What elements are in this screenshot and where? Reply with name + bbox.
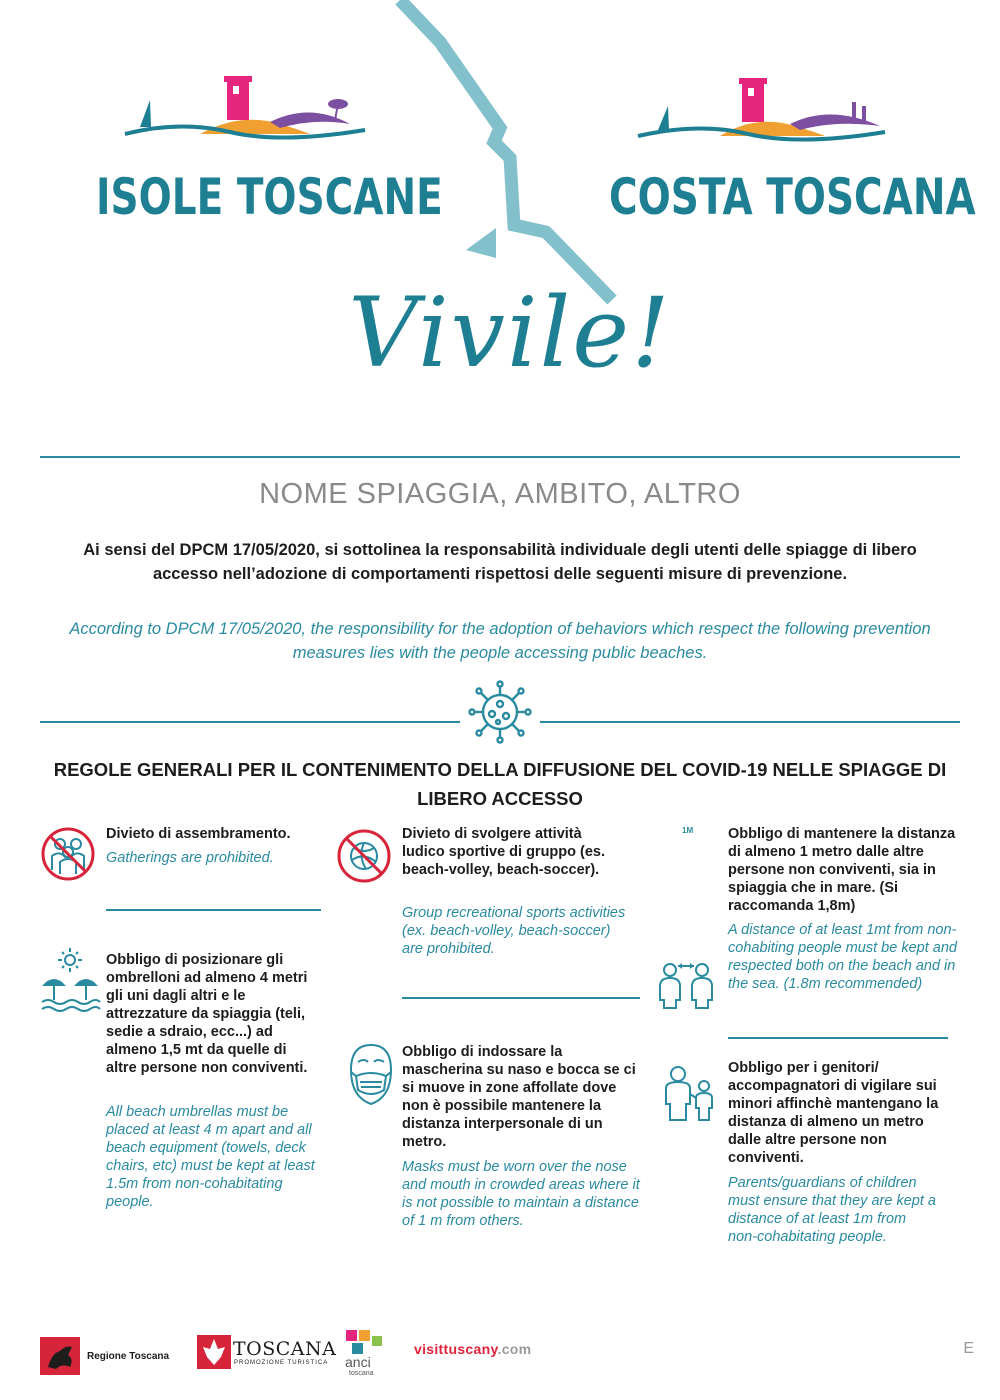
rule-separator: [106, 909, 321, 911]
divider-virus-right: [540, 721, 960, 723]
rule-2-italian: Obbligo di posizionare gli ombrelloni ad almeno 4 metri gli uni dagli altri e le attrezzature da spiaggia (teli, sedie a sdraio, ecc...) ad almeno 1,5 mt da quelle di altre persone non conviventi.: [106, 952, 308, 1076]
no-gathering-icon: [40, 826, 96, 882]
intro-english: According to DPCM 17/05/2020, the responsibility for the adoption of behaviors which respect the following prevention measures lies with the people accessing public beaches.: [69, 620, 931, 662]
rule-3-english: Group recreational sports activities (ex. beach-volley, beach-soccer) are prohibited.: [402, 905, 626, 957]
anci-label: anci: [345, 1354, 371, 1370]
rule-6-english: Parents/guardians of children must ensure that they are kept a distance of at least 1m from non-cohabitating people.: [728, 1175, 936, 1245]
distance-tag: 1M: [682, 826, 694, 835]
rule-2-english: All beach umbrellas must be placed at least 4 m apart and all beach equipment (towels, deck chairs, etc) must be kept at least 1.5m from non-cohabitating people.: [106, 1104, 315, 1210]
isole-toscane-title: ISOLE TOSCANE: [96, 168, 443, 226]
rule-5-italian: Obbligo di mantenere la distanza di almeno 1 metro dalle altre persone non conviventi, sia in spiaggia che in mare. (Si raccomanda 1,8m): [728, 826, 956, 914]
intro-italian: Ai sensi del DPCM 17/05/2020, si sottolinea la responsabilità individuale degli utenti delle spiagge di libero accesso nell’adozione di comportamenti rispettosi delle seguenti misure di prevenzione.: [83, 541, 917, 583]
rule-1-english: Gatherings are prohibited.: [106, 850, 274, 866]
parent-child-icon: [660, 1064, 720, 1124]
regione-toscana-label: Regione Toscana: [87, 1351, 170, 1362]
costa-toscana-title: COSTA TOSCANA: [609, 168, 976, 226]
rule-4-english: Masks must be worn over the nose and mouth in crowded areas where it is not possible to maintain a distance of 1 m from others.: [402, 1159, 640, 1229]
visittuscany-domain: .com: [497, 1341, 532, 1357]
rule-4-italian: Obbligo di indossare la mascherina su naso e bocca se ci si muove in zone affollate dove non è possibile mantenere la distanza interpersonale di un metro.: [402, 1044, 636, 1150]
rule-separator: [728, 1037, 948, 1039]
divider-virus-left: [40, 721, 460, 723]
visittuscany-label: visittuscany: [414, 1341, 498, 1357]
rule-5-english: A distance of at least 1mt from non-cohabiting people must be kept and respected both on the beach and in the sea. (1.8m recommended): [728, 922, 957, 992]
isole-toscane-logo-icon: [120, 72, 370, 152]
rules-title: REGOLE GENERALI PER IL CONTENIMENTO DELLA DIFFUSIONE DEL COVID-19 NELLE SPIAGGE DI LIBERO ACCESSO: [53, 759, 947, 809]
page-letter: E: [963, 1340, 974, 1357]
beach-umbrella-icon: [38, 946, 102, 1018]
regione-toscana-logo: [40, 1337, 80, 1375]
rule-6-italian: Obbligo per i genitori/ accompagnatori di vigilare sui minori affinchè mantengano la distanza di almeno un metro dalle altre persone non conviventi.: [728, 1060, 939, 1166]
anci-logo-icon: [346, 1330, 382, 1356]
no-volleyball-icon: [336, 828, 392, 884]
virus-icon: [468, 680, 532, 744]
visittuscany-logo: [414, 1341, 531, 1357]
divider-top: [40, 456, 960, 458]
costa-toscana-logo-icon: [630, 72, 890, 152]
anci-subtitle: toscana: [349, 1370, 374, 1377]
social-distance-icon: [656, 958, 716, 1010]
face-mask-icon: [346, 1042, 396, 1108]
rule-separator: [402, 997, 640, 999]
toscana-label: TOSCANA: [233, 1338, 337, 1360]
place-name: NOME SPIAGGIA, AMBITO, ALTRO: [259, 478, 741, 510]
rule-3-italian: Divieto di svolgere attività ludico sportive di gruppo (es. beach-volley, beach-soccer).: [402, 826, 606, 878]
toscana-subtitle: PROMOZIONE TURISTICA: [234, 1360, 329, 1366]
rule-1-italian: Divieto di assembramento.: [106, 826, 291, 842]
slogan: Vivile!: [348, 277, 672, 389]
toscana-promozione-logo-icon: [197, 1335, 231, 1369]
